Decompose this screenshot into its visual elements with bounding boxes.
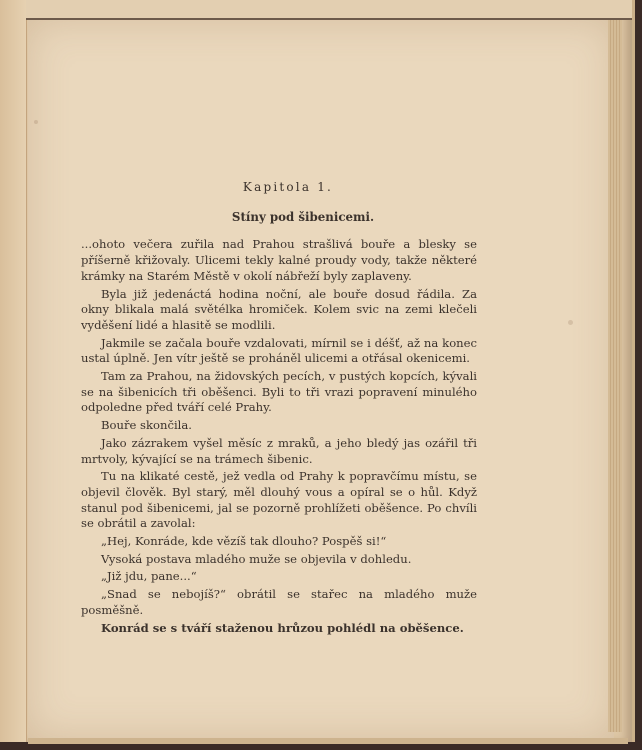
paragraph: Tu na klikaté cestě, jež vedla od Prahy k popravčímu místu, se objevil člověk. Byl starý, měl dlouhý vous a opíral se o hůl. Když stanul pod šibenicemi, jal se pozorně prohlížeti oběšence. Po chvíli se obrátil a zavolal: [81, 469, 477, 531]
right-page-edge [608, 20, 622, 732]
paragraph: Bouře skončila. [101, 418, 192, 433]
paper-stain [34, 120, 38, 124]
paragraph: Byla již jedenáctá hodina noční, ale bouře dosud řádila. Za okny blikala malá světélka hromiček. Kolem svic na zemi klečeli vyděšení lidé a hlasitě se modlili. [81, 286, 477, 332]
paragraph: ...ohoto večera zuřila nad Prahou strašlivá bouře a blesky se příšerně křižovaly. Ulicemi tekly kalné proudy vody, takže některé krámky na Starém Městě v okolí nábřeží byly zaplaveny. [81, 237, 477, 283]
paragraph: „Snad se nebojíš?“ obrátil se stařec na mladého muže posměšně. [81, 587, 477, 617]
paragraph: Vysoká postava mladého muže se objevila v dohledu. [101, 551, 412, 566]
paper-stain [568, 320, 573, 325]
chapter-title: Stíny pod šibenicemi. [231, 209, 375, 224]
paragraph: „Již jdu, pane...“ [101, 569, 197, 584]
left-page-edge [0, 0, 27, 742]
top-page-edge [26, 0, 632, 20]
paragraph: Konrád se s tváří staženou hrůzou pohlédl na oběšence. [101, 620, 464, 635]
chapter-text [81, 180, 477, 638]
chapter-label: Kapitola 1. [242, 180, 334, 194]
paragraph: „Hej, Konráde, kde vězíš tak dlouho? Pospěš si!“ [101, 534, 387, 549]
paragraph: Jakmile se začala bouře vzdalovati, mírnil se i déšť, až na konec ustal úplně. Jen vítr ještě se proháněl ulicemi a otřásal okenicemi. [81, 335, 477, 366]
bottom-page-edge [28, 738, 628, 744]
paragraph: Jako zázrakem vyšel měsíc z mraků, a jeho bledý jas ozářil tři mrtvoly, kývající se na trámech šibenic. [81, 435, 477, 466]
paragraph: Tam za Prahou, na židovských pecích, v pustých kopcích, kývali se na šibenicích tři oběšenci. Byli to tři vrazi popravení minulého odpoledne před tváří celé Prahy. [81, 369, 477, 415]
